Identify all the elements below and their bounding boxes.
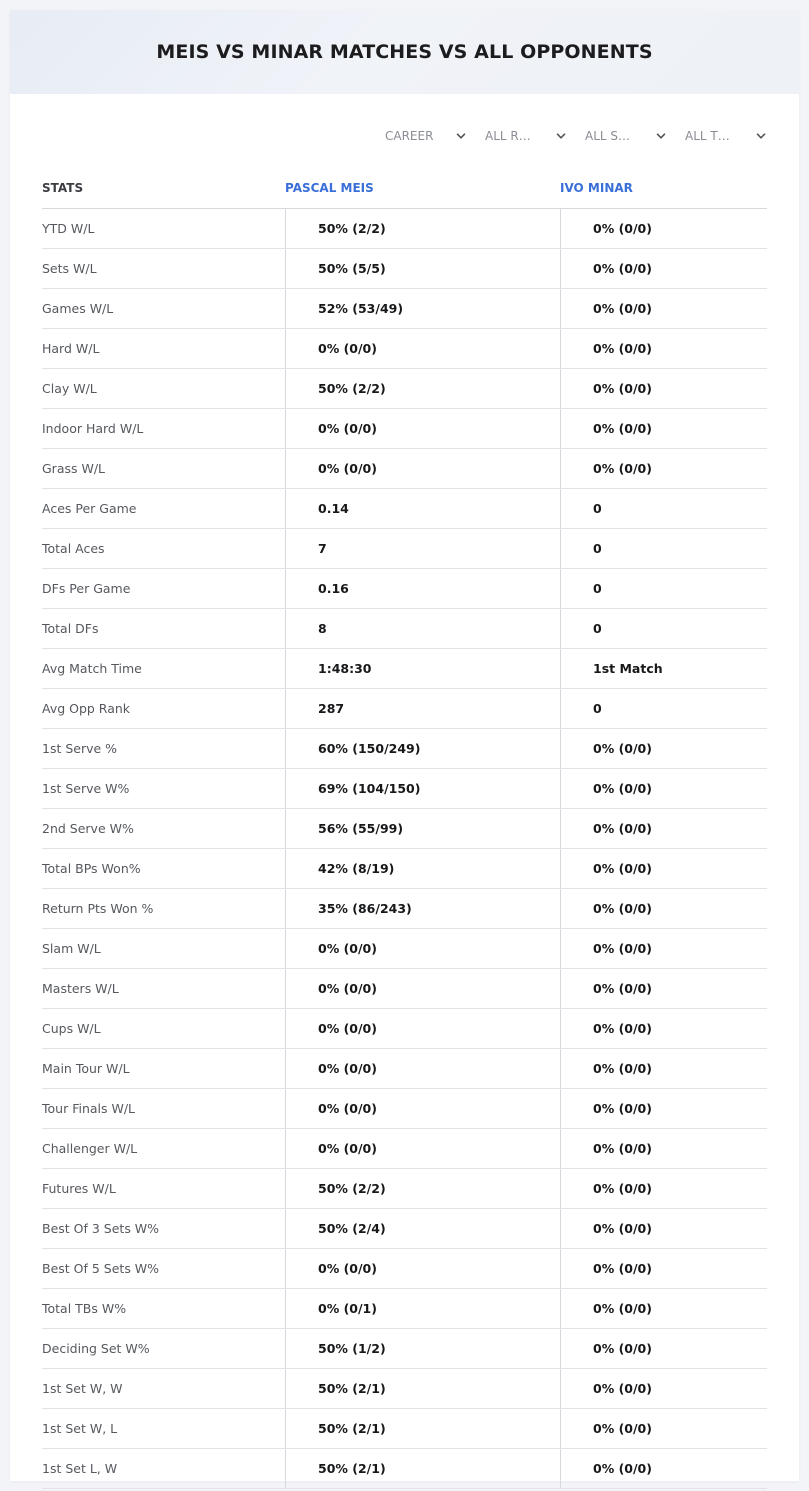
stat-label: DFs Per Game	[42, 581, 131, 596]
filter-surface-select[interactable]	[585, 126, 667, 146]
filter-bar	[367, 126, 767, 146]
player-1-value: 50% (2/1)	[285, 1409, 560, 1448]
player-2-value: 0	[560, 529, 767, 568]
player-2-value: 0% (0/0)	[560, 849, 767, 888]
stat-label: Avg Match Time	[42, 661, 142, 676]
stat-label: 1st Set W, L	[42, 1421, 118, 1436]
player-1-value: 50% (2/2)	[285, 369, 560, 408]
stats-card	[10, 10, 799, 1481]
table-row	[42, 409, 767, 449]
stat-label: Total Aces	[42, 541, 105, 556]
player-1-value: 0% (0/0)	[285, 1089, 560, 1128]
player-2-value: 0% (0/0)	[560, 1209, 767, 1248]
player-1-value: 35% (86/243)	[285, 889, 560, 928]
table-row	[42, 289, 767, 329]
table-row	[42, 569, 767, 609]
stat-label: Indoor Hard W/L	[42, 421, 144, 436]
stat-label: Cups W/L	[42, 1021, 101, 1036]
player-2-value: 0% (0/0)	[560, 1249, 767, 1288]
player-2-value: 0% (0/0)	[560, 1169, 767, 1208]
table-row	[42, 1369, 767, 1409]
player-1-value: 50% (2/1)	[285, 1369, 560, 1408]
table-row	[42, 1249, 767, 1289]
player-1-value: 50% (2/1)	[285, 1449, 560, 1488]
table-row	[42, 769, 767, 809]
table-row	[42, 1169, 767, 1209]
stat-label: Clay W/L	[42, 381, 97, 396]
filter-period-value: CAREER	[385, 129, 434, 143]
player-1-value: 50% (2/2)	[285, 1169, 560, 1208]
stat-label: Best Of 3 Sets W%	[42, 1221, 160, 1236]
table-row	[42, 1449, 767, 1489]
player-1-value: 0% (0/0)	[285, 1129, 560, 1168]
chevron-down-icon	[455, 130, 467, 142]
stat-label: Challenger W/L	[42, 1141, 138, 1156]
table-row	[42, 1329, 767, 1369]
player-2-value: 0% (0/0)	[560, 289, 767, 328]
player-2-value: 0% (0/0)	[560, 1369, 767, 1408]
player-1-value: 52% (53/49)	[285, 289, 560, 328]
stat-label: Return Pts Won %	[42, 901, 154, 916]
player-2-value: 0% (0/0)	[560, 209, 767, 248]
player-2-value: 0% (0/0)	[560, 929, 767, 968]
stat-label: Masters W/L	[42, 981, 119, 996]
stat-label: Best Of 5 Sets W%	[42, 1261, 160, 1276]
filter-tournament-value: ALL T…	[685, 129, 730, 143]
player-2-value: 0% (0/0)	[560, 1329, 767, 1368]
player-1-value: 0% (0/0)	[285, 1249, 560, 1288]
stat-label: Aces Per Game	[42, 501, 137, 516]
player-2-value: 0% (0/0)	[560, 769, 767, 808]
player-1-value: 60% (150/249)	[285, 729, 560, 768]
table-row	[42, 369, 767, 409]
player-2-value: 0% (0/0)	[560, 409, 767, 448]
player-2-value: 1st Match	[560, 649, 767, 688]
column-header-player-2[interactable]: IVO MINAR	[560, 180, 633, 195]
player-2-value: 0% (0/0)	[560, 369, 767, 408]
table-row	[42, 249, 767, 289]
player-2-value: 0% (0/0)	[560, 449, 767, 488]
player-1-value: 0% (0/0)	[285, 1009, 560, 1048]
stat-label: 1st Serve %	[42, 741, 118, 756]
player-1-value: 0% (0/0)	[285, 449, 560, 488]
stat-label: Tour Finals W/L	[42, 1101, 136, 1116]
player-1-value: 0% (0/0)	[285, 929, 560, 968]
table-row	[42, 1049, 767, 1089]
table-row	[42, 209, 767, 249]
table-row	[42, 609, 767, 649]
player-1-value: 287	[285, 689, 560, 728]
filter-surface-value: ALL S…	[585, 129, 631, 143]
table-row	[42, 929, 767, 969]
player-2-value: 0% (0/0)	[560, 1129, 767, 1168]
filter-round-value: ALL R…	[485, 129, 531, 143]
table-row	[42, 489, 767, 529]
table-row	[42, 809, 767, 849]
stat-label: Sets W/L	[42, 261, 97, 276]
player-1-value: 50% (2/2)	[285, 209, 560, 248]
table-row	[42, 969, 767, 1009]
player-1-value: 0.16	[285, 569, 560, 608]
player-1-value: 50% (2/4)	[285, 1209, 560, 1248]
table-row	[42, 1089, 767, 1129]
stat-label: Main Tour W/L	[42, 1061, 130, 1076]
stat-label: 1st Set L, W	[42, 1461, 118, 1476]
table-row	[42, 1129, 767, 1169]
player-1-value: 50% (1/2)	[285, 1329, 560, 1368]
filter-period-select[interactable]	[385, 126, 467, 146]
stat-label: 2nd Serve W%	[42, 821, 134, 836]
player-1-value: 0% (0/1)	[285, 1289, 560, 1328]
chevron-down-icon	[555, 130, 567, 142]
player-2-value: 0% (0/0)	[560, 1289, 767, 1328]
table-row	[42, 1209, 767, 1249]
player-1-value: 0% (0/0)	[285, 329, 560, 368]
table-row	[42, 449, 767, 489]
table-row	[42, 1009, 767, 1049]
stat-label: Grass W/L	[42, 461, 106, 476]
table-row	[42, 729, 767, 769]
stat-label: YTD W/L	[42, 221, 95, 236]
player-1-value: 56% (55/99)	[285, 809, 560, 848]
column-header-stats: STATS	[42, 180, 84, 195]
player-2-value: 0% (0/0)	[560, 1409, 767, 1448]
stat-label: Deciding Set W%	[42, 1341, 150, 1356]
column-header-player-1[interactable]: PASCAL MEIS	[285, 180, 374, 195]
table-row	[42, 849, 767, 889]
stat-label: Futures W/L	[42, 1181, 116, 1196]
table-row	[42, 1409, 767, 1449]
filter-round-select[interactable]	[485, 126, 567, 146]
player-2-value: 0	[560, 609, 767, 648]
table-row	[42, 889, 767, 929]
filter-tournament-select[interactable]	[685, 126, 767, 146]
stat-label: 1st Serve W%	[42, 781, 130, 796]
player-1-value: 50% (5/5)	[285, 249, 560, 288]
player-2-value: 0% (0/0)	[560, 889, 767, 928]
stat-label: Hard W/L	[42, 341, 100, 356]
table-row	[42, 689, 767, 729]
table-body	[42, 209, 767, 1489]
table-row	[42, 529, 767, 569]
player-1-value: 8	[285, 609, 560, 648]
player-1-value: 0% (0/0)	[285, 409, 560, 448]
player-1-value: 0% (0/0)	[285, 969, 560, 1008]
stat-label: Avg Opp Rank	[42, 701, 131, 716]
stat-label: Total TBs W%	[42, 1301, 127, 1316]
player-1-value: 42% (8/19)	[285, 849, 560, 888]
chevron-down-icon	[755, 130, 767, 142]
player-2-value: 0% (0/0)	[560, 1449, 767, 1488]
stat-label: Games W/L	[42, 301, 114, 316]
player-2-value: 0% (0/0)	[560, 1089, 767, 1128]
page-title: MEIS VS MINAR MATCHES VS ALL OPPONENTS	[156, 41, 653, 63]
stat-label: Total DFs	[42, 621, 99, 636]
player-2-value: 0	[560, 689, 767, 728]
stat-label: Total BPs Won%	[42, 861, 141, 876]
card-header	[10, 10, 799, 94]
table-header-row	[42, 167, 767, 209]
player-2-value: 0% (0/0)	[560, 1049, 767, 1088]
player-1-value: 1:48:30	[285, 649, 560, 688]
stat-label: 1st Set W, W	[42, 1381, 123, 1396]
player-1-value: 7	[285, 529, 560, 568]
table-row	[42, 329, 767, 369]
player-2-value: 0% (0/0)	[560, 249, 767, 288]
player-2-value: 0% (0/0)	[560, 969, 767, 1008]
chevron-down-icon	[655, 130, 667, 142]
player-2-value: 0% (0/0)	[560, 809, 767, 848]
stat-label: Slam W/L	[42, 941, 101, 956]
player-1-value: 0% (0/0)	[285, 1049, 560, 1088]
player-2-value: 0	[560, 569, 767, 608]
stats-table	[42, 167, 767, 1489]
player-2-value: 0% (0/0)	[560, 729, 767, 768]
player-1-value: 69% (104/150)	[285, 769, 560, 808]
player-2-value: 0% (0/0)	[560, 1009, 767, 1048]
player-1-value: 0.14	[285, 489, 560, 528]
table-row	[42, 649, 767, 689]
player-2-value: 0	[560, 489, 767, 528]
table-row	[42, 1289, 767, 1329]
player-2-value: 0% (0/0)	[560, 329, 767, 368]
